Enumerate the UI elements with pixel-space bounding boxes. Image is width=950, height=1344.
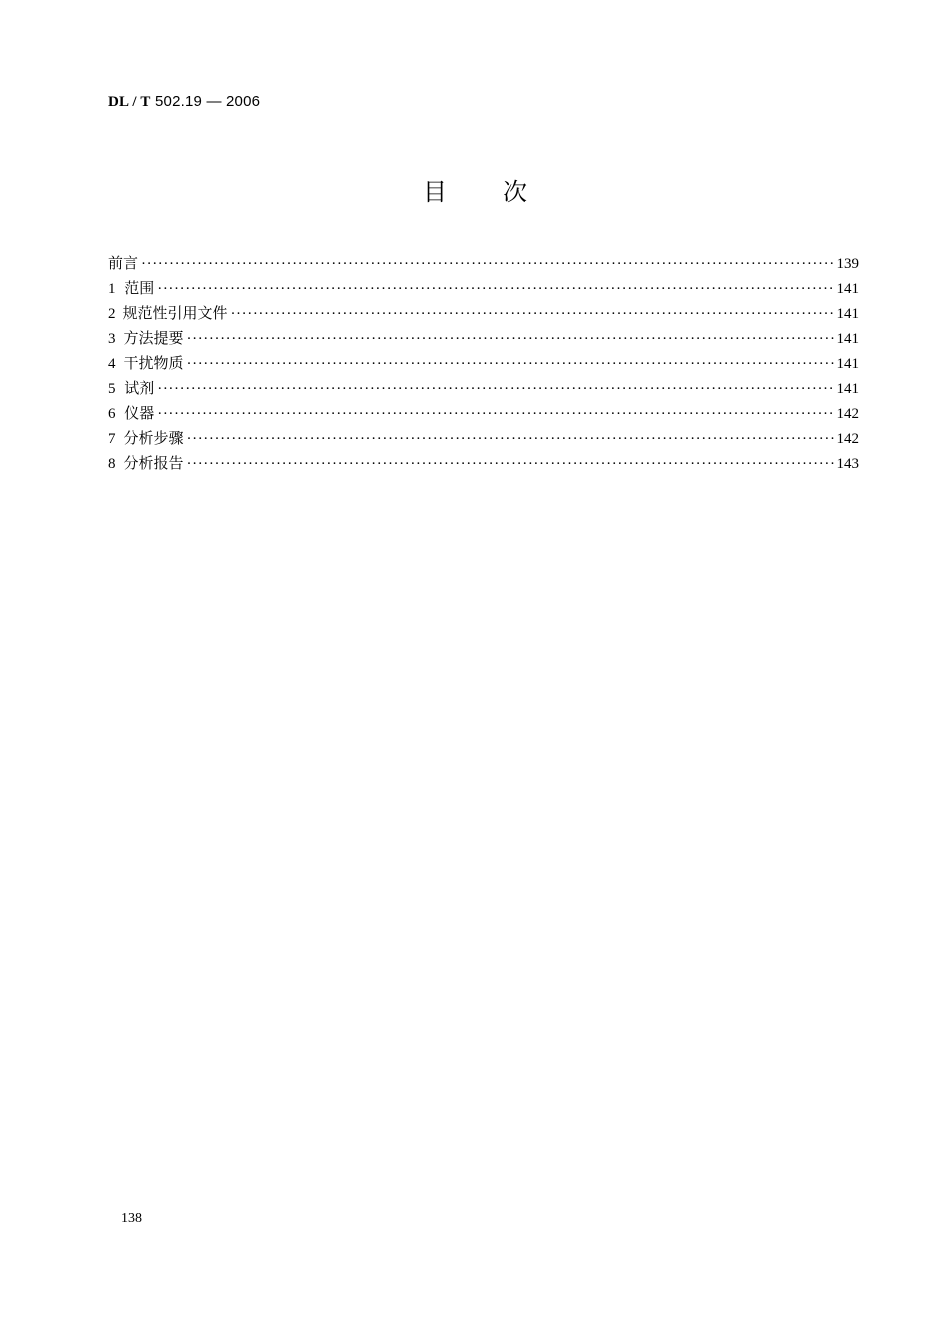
toc-entry-number: 8 <box>108 456 116 472</box>
toc-entry-foreword[interactable] <box>108 252 859 277</box>
page-title: 目次 <box>423 178 583 206</box>
toc-entry-3[interactable] <box>108 327 859 352</box>
toc-entry-number: 3 <box>108 331 116 347</box>
dot-leader <box>157 381 833 398</box>
toc-entry-page: 142 <box>836 406 859 422</box>
table-of-contents <box>108 252 859 477</box>
standard-prefix: DL / T <box>108 94 151 110</box>
dot-leader <box>230 306 833 323</box>
dot-leader <box>157 406 833 423</box>
toc-entry-number: 4 <box>108 356 116 372</box>
toc-entry-label: 试剂 <box>124 379 155 397</box>
document-code <box>108 93 260 111</box>
toc-entry-7[interactable] <box>108 427 859 452</box>
toc-entry-page: 141 <box>836 331 859 347</box>
toc-entry-number: 5 <box>108 381 116 397</box>
toc-entry-label: 规范性引用文件 <box>122 304 228 322</box>
toc-entry-label: 方法提要 <box>123 329 184 347</box>
toc-entry-label: 前言 <box>108 254 139 272</box>
toc-entry-label: 范围 <box>124 279 155 297</box>
toc-entry-number: 6 <box>108 406 116 422</box>
dot-leader <box>187 431 834 448</box>
toc-entry-page: 139 <box>836 256 859 272</box>
standard-number: 502.19 — 2006 <box>150 93 261 110</box>
toc-entry-label: 分析报告 <box>123 454 184 472</box>
dot-leader <box>157 281 833 298</box>
toc-entry-page: 143 <box>836 456 859 472</box>
toc-entry-label: 干扰物质 <box>123 354 184 372</box>
toc-entry-5[interactable] <box>108 377 859 402</box>
toc-entry-number: 7 <box>108 431 116 447</box>
toc-entry-4[interactable] <box>108 352 859 377</box>
toc-entry-page: 141 <box>836 356 859 372</box>
toc-entry-2[interactable] <box>108 302 859 327</box>
toc-entry-page: 141 <box>836 306 859 322</box>
toc-entry-number: 2 <box>108 306 116 322</box>
toc-entry-page: 141 <box>836 381 859 397</box>
toc-entry-label: 仪器 <box>124 404 155 422</box>
toc-entry-page: 142 <box>836 431 859 447</box>
page-number: 138 <box>121 1211 142 1226</box>
toc-entry-1[interactable] <box>108 277 859 302</box>
toc-entry-number: 1 <box>108 281 116 297</box>
toc-entry-label: 分析步骤 <box>123 429 184 447</box>
dot-leader <box>187 356 834 373</box>
dot-leader <box>187 456 834 473</box>
dot-leader <box>141 256 833 273</box>
toc-entry-6[interactable] <box>108 402 859 427</box>
toc-entry-8[interactable] <box>108 452 859 477</box>
dot-leader <box>187 331 834 348</box>
toc-entry-page: 141 <box>836 281 859 297</box>
